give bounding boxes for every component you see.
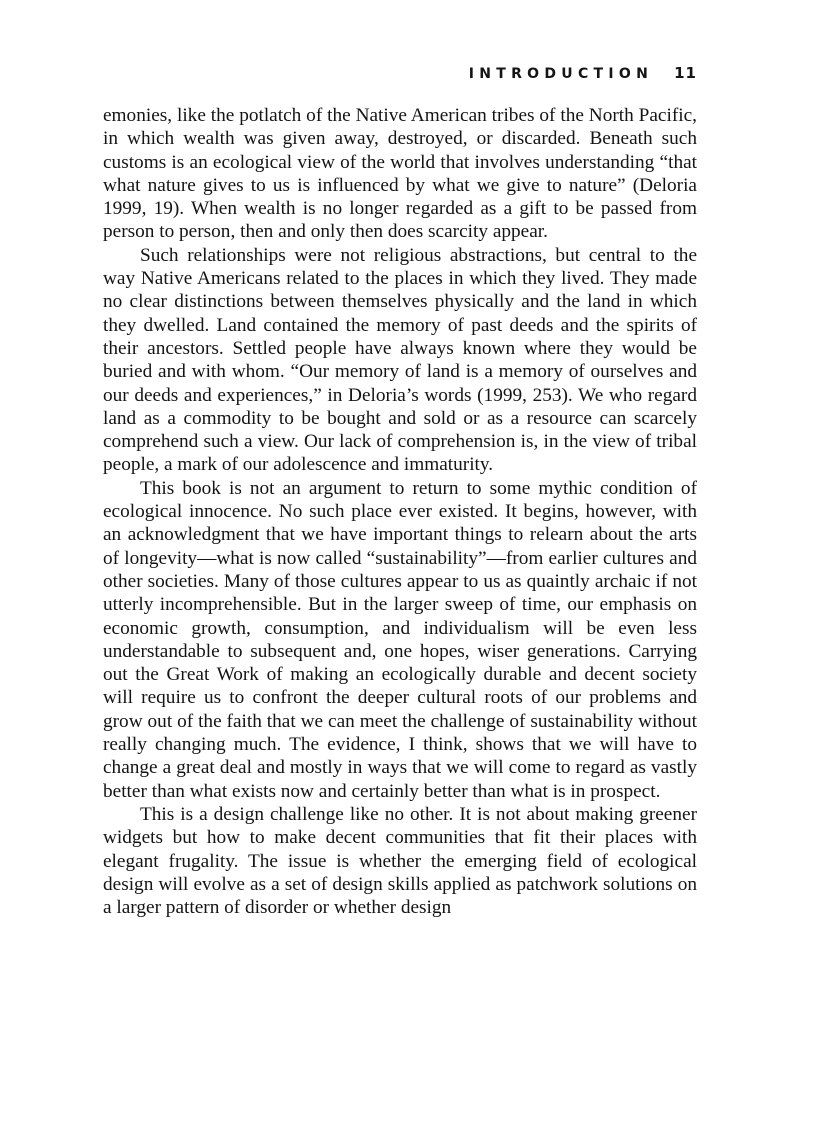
paragraph-1: emonies, like the potlatch of the Native American tribes of the North Pacific, in which wealth was given away, destroyed, or discarded. Beneath such customs is an ecological view of the world that involves understanding “that what nature gives to us is influenced by what we give to nature” (Deloria 1999, 19). When wealth is no longer regarded as a gift to be passed from person to person, then and only then does scarcity appear. bbox=[103, 105, 697, 243]
section-title: INTRODUCTION bbox=[468, 66, 654, 82]
body-text bbox=[103, 104, 697, 919]
page-number: 11 bbox=[674, 64, 697, 82]
running-head bbox=[469, 64, 697, 82]
paragraph-2: Such relationships were not religious abstractions, but central to the way Native Americans related to the places in which they lived. They made no clear distinctions between themselves physically and the land in which they dwelled. Land contained the memory of past deeds and the spirits of their ancestors. Settled people have always known where they would be buried and with whom. “Our memory of land is a memory of ourselves and our deeds and experiences,” in Deloria’s words (1999, 253). We who regard land as a commodity to be bought and sold or as a resource can scarcely comprehend such a view. Our lack of comprehension is, in the view of tribal people, a mark of our adolescence and immaturity. bbox=[103, 244, 697, 476]
paragraph-3: This book is not an argument to return to some mythic condition of ecological innocence. No such place ever existed. It begins, however, with an acknowledgment that we have important things to relearn about the arts of longevity—what is now called “sustainability”—from earlier cultures and other societies. Many of those cultures appear to us as quaintly archaic if not utterly incomprehensible. But in the larger sweep of time, our emphasis on economic growth, consumption, and individualism will be even less understandable to subsequent and, one hopes, wiser generations. Carrying out the Great Work of making an ecologically durable and decent society will require us to confront the deeper cultural roots of our problems and grow out of the faith that we can meet the challenge of sustainability without really changing much. The evidence, I think, shows that we will have to change a great deal and mostly in ways that we will come to regard as vastly better than what exists now and certainly better than what is in prospect. bbox=[103, 477, 697, 802]
paragraph-4: This is a design challenge like no other. It is not about making greener widgets but how to make decent communities that fit their places with elegant frugality. The issue is whether the emerging field of ecological design will evolve as a set of design skills applied as patchwork solutions on a larger pattern of disorder or whether design bbox=[103, 803, 697, 919]
